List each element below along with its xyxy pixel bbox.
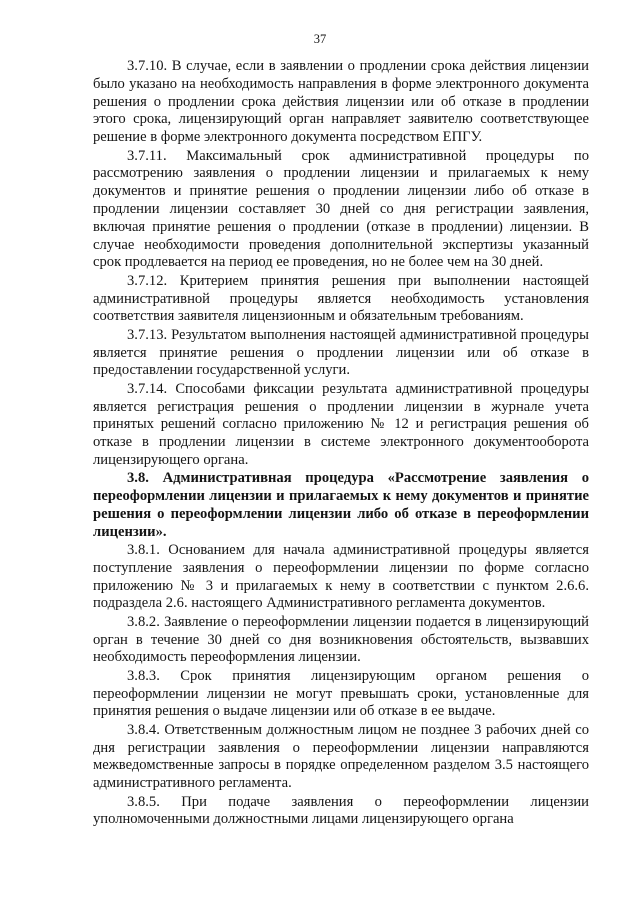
page-number: 37	[313, 32, 327, 46]
paragraph-3-7-10: 3.7.10. В случае, если в заявлении о продлении срока действия лицензии было указано на необходимость направления в форме электронного документа решения о продлении срока действия лицензии или об отказе в продлении этого срока, лицензирующий орган направляет заявителю соответствующее решение в форме электронного документа посредством ЕПГУ.	[93, 58, 589, 146]
paragraph-3-8-4: 3.8.4. Ответственным должностным лицом не позднее 3 рабочих дней со дня регистрации заявления о переоформлении лицензии направляются межведомственные запросы в порядке определенном разделом 3.5 настоящего административного регламента.	[93, 721, 589, 792]
paragraph-3-7-14: 3.7.14. Способами фиксации результата административной процедуры является регистрация решения о продлении лицензии в журнале учета принятых решений согласно приложению № 12 и регистрация решения об отказе в продлении лицензии в системе электронного документооборота лицензирующего органа.	[93, 380, 589, 468]
paragraph-3-8-1: 3.8.1. Основанием для начала административной процедуры является поступление заявления о переоформлении лицензии по форме согласно приложению № 3 и прилагаемых к нему в соответствии с пунктом 2.6.6. подраздела 2.6. настоящего Административного регламента документов.	[93, 542, 589, 612]
paragraph-3-8-3: 3.8.3. Срок принятия лицензирующим органом решения о переоформлении лицензии не могут превышать сроки, установленные для принятия решения о выдаче лицензии или об отказе в ее выдаче.	[93, 667, 589, 720]
paragraph-3-8-2: 3.8.2. Заявление о переоформлении лицензии подается в лицензирующий орган в течение 30 дней со дня возникновения обстоятельств, вызвавших необходимость переоформления лицензии.	[93, 613, 589, 666]
paragraph-3-8-5: 3.8.5. При подаче заявления о переоформлении лицензии уполномоченными должностными лицами лицензирующего органа	[93, 793, 589, 828]
paragraph-3-7-13: 3.7.13. Результатом выполнения настоящей административной процедуры является принятие решения о продлении лицензии или об отказе в предоставлении государственной услуги.	[93, 326, 589, 379]
paragraph-3-7-11: 3.7.11. Максимальный срок административной процедуры по рассмотрению заявления о продлении лицензии и прилагаемых к нему документов и принятие решения о продлении лицензии либо об отказе в продлении лицензии составляет 30 дней со дня регистрации заявления, включая принятие решения о продлении (отказе в продлении) лицензии. В случае необходимости проведения дополнительной экспертизы указанный срок продлевается на период ее проведения, но не более чем на 30 дней.	[93, 147, 589, 271]
paragraph-3-7-12: 3.7.12. Критерием принятия решения при выполнении настоящей административной процедуры является необходимость установления соответствия заявителя лицензионным и обязательным требованиям.	[93, 272, 589, 325]
section-heading-3-8: 3.8. Административная процедура «Рассмотрение заявления о переоформлении лицензии и прилагаемых к нему документов и принятие решения о переоформлении лицензии либо об отказе в переоформлении лицензии».	[93, 470, 589, 540]
document-body	[93, 58, 589, 830]
